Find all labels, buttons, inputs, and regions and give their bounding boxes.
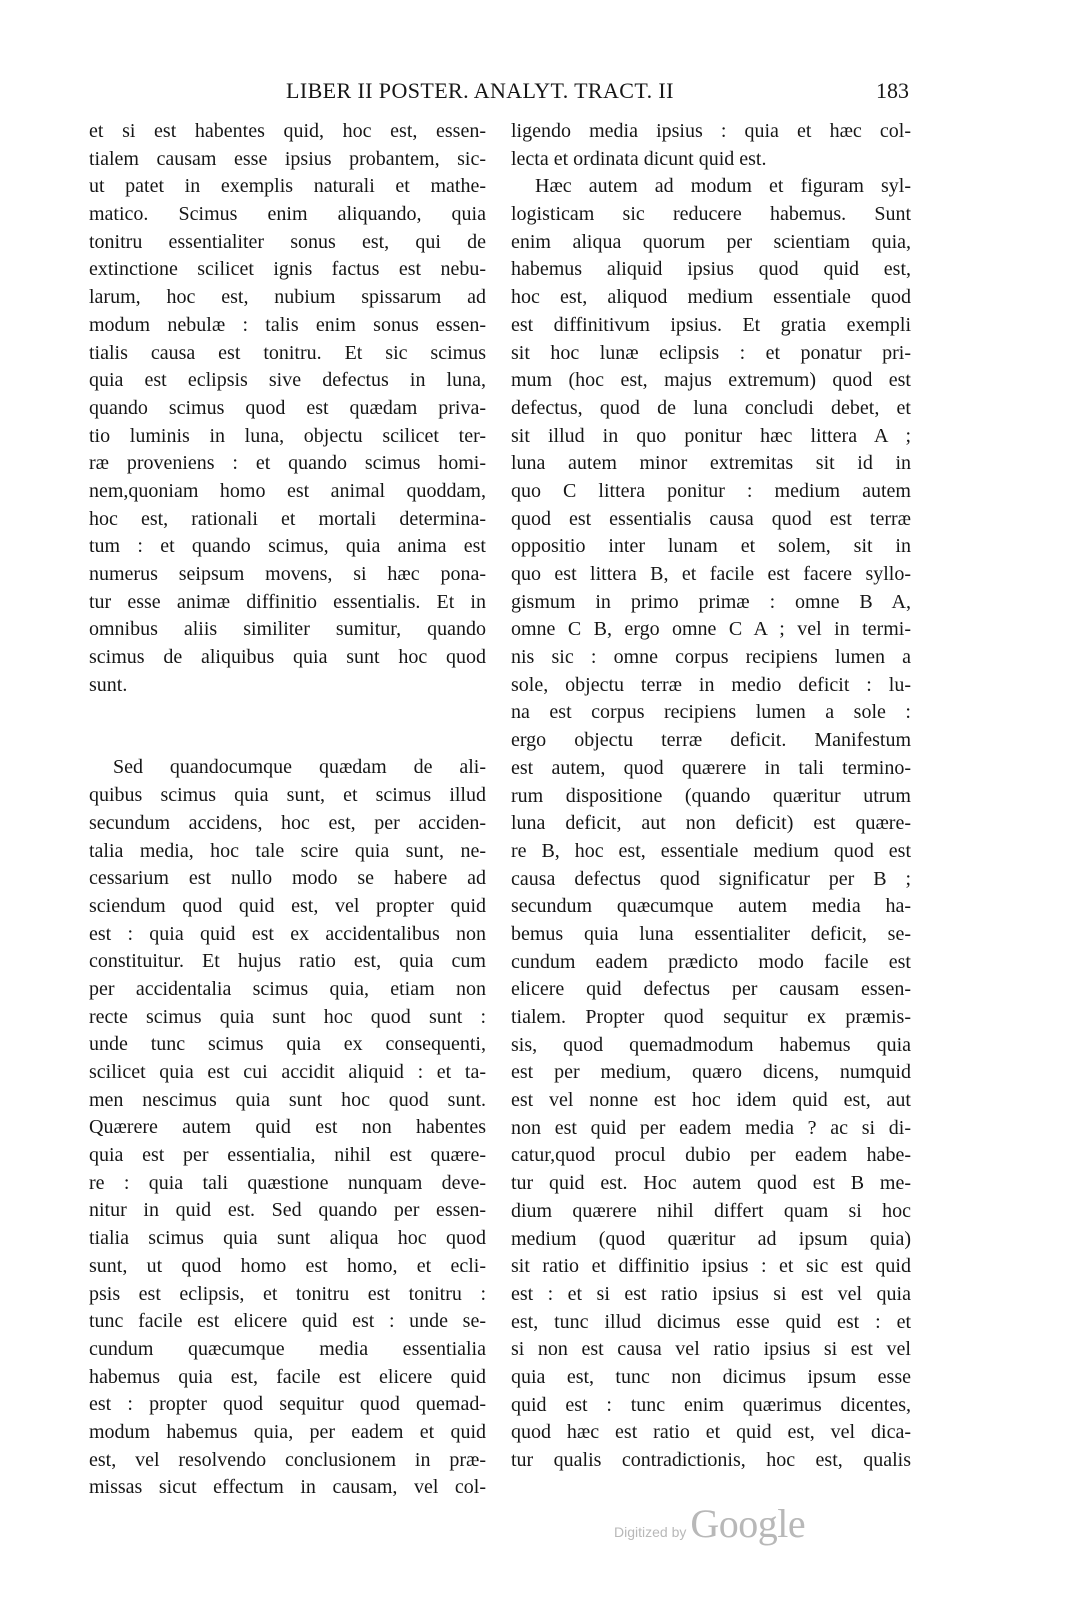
text-line: scimus de aliquibus quia sunt hoc quod — [89, 646, 486, 669]
text-line: catur,quod procul dubio per eadem habe- — [511, 1144, 911, 1167]
text-line: na est corpus recipiens lumen a sole : — [511, 701, 911, 724]
right-paragraph-2 — [511, 173, 911, 1474]
left-column — [89, 118, 486, 1502]
text-line: secundum quæcumque autem media ha- — [511, 895, 911, 918]
text-line: logisticam sic reducere habemus. Sunt — [511, 203, 911, 226]
text-line: missas sicut effectum in causam, vel col- — [89, 1476, 486, 1499]
text-line: ræ proveniens : et quando scimus homi- — [89, 452, 486, 475]
text-line: larum, hoc est, nubium spissarum ad — [89, 286, 486, 309]
text-line: tialia scimus quia sunt aliqua hoc quod — [89, 1227, 486, 1250]
text-line: est per medium, quæro dicens, numquid — [511, 1061, 911, 1084]
text-line: scilicet quia est cui accidit aliquid : et ta- — [89, 1061, 486, 1083]
text-line: tialis causa est tonitru. Et sic scimus — [89, 341, 486, 364]
text-line: per accidentalia scimus quia, etiam non — [89, 977, 486, 1000]
text-line: sole, objectu terræ in medio deficit : lu- — [511, 673, 911, 696]
text-line: sis, quod quemadmodum habemus quia — [511, 1033, 911, 1056]
text-line: modum habemus quia, per eadem et quid — [89, 1420, 486, 1443]
text-line: rum dispositione (quando quæritur utrum — [511, 784, 911, 807]
text-line: ergo objectu terræ deficit. Manifestum — [511, 729, 911, 752]
text-line: tialem causam esse ipsius probantem, sic- — [89, 147, 486, 170]
text-line: est vel nonne est hoc idem quid est, aut — [511, 1089, 911, 1112]
text-line: quia est per essentialia, nihil est quære- — [89, 1144, 486, 1167]
text-line: est : quia quid est ex accidentalibus non — [89, 922, 486, 945]
text-line: psis est eclipsis, et tonitru est tonitru : — [89, 1282, 486, 1305]
text-line: sit illud in quo ponitur hæc littera A ; — [511, 424, 911, 447]
text-line: re B, hoc est, essentiale medium quod est — [511, 839, 911, 862]
text-line: men nescimus quia sunt hoc quod sunt. — [89, 1088, 486, 1111]
text-line: lecta et ordinata dicunt quid est. — [511, 147, 767, 170]
text-line: est diffinitivum ipsius. Et gratia exempli — [511, 313, 911, 336]
text-line: tur qualis contradictionis, hoc est, qualis — [511, 1449, 911, 1471]
text-line: numerus seipsum movens, si hæc pona- — [89, 563, 486, 585]
text-line: habemus aliquid ipsius quod quid est, — [511, 258, 911, 281]
text-line: causa defectus quod significatur per B ; — [511, 867, 911, 890]
text-line: est, vel resolvendo conclusionem in præ- — [89, 1448, 486, 1471]
text-line: cessarium est nullo modo se habere ad — [89, 867, 486, 890]
text-line: quia est, tunc non dicimus ipsum esse — [511, 1365, 911, 1388]
text-line: tur esse animæ diffinitio essentialis. Et in — [89, 590, 486, 613]
text-line: sunt. — [89, 673, 128, 696]
text-line: talia media, hoc tale scire quia sunt, ne- — [89, 839, 486, 862]
text-line: medium (quod quæritur ad ipsum quia) — [511, 1227, 911, 1250]
text-line: est : et si est ratio ipsius si est vel quia — [511, 1282, 911, 1305]
text-line: omnibus aliis similiter sumitur, quando — [89, 618, 486, 641]
digitized-by-google-watermark — [614, 1500, 805, 1547]
text-line: tialem. Propter quod sequitur ex præmis- — [511, 1006, 911, 1028]
text-line: constituitur. Et hujus ratio est, quia cum — [89, 950, 486, 973]
text-line: modum nebulæ : talis enim sonus essen- — [89, 313, 486, 336]
text-line: quod est essentialis causa quod est terræ — [511, 507, 911, 530]
text-line: defectus, quod de luna concludi debet, et — [511, 396, 911, 419]
text-line: cundum quæcumque media essentialia — [89, 1337, 486, 1360]
text-line: luna deficit, aut non deficit) est quære- — [511, 812, 911, 835]
text-line: quia est eclipsis sive defectus in luna, — [89, 369, 486, 392]
text-line: mum (hoc est, majus extremum) quod est — [511, 369, 911, 392]
text-line: tio luminis in luna, objectu scilicet ter- — [89, 424, 486, 447]
text-line: sunt, ut quod homo est homo, et ecli- — [89, 1254, 486, 1277]
text-line: cundum eadem prædicto modo facile est — [511, 950, 911, 973]
text-line: omne C B, ergo omne C A ; vel in termi- — [511, 618, 911, 641]
text-line: recte scimus quia sunt hoc quod sunt : — [89, 1005, 486, 1028]
text-line: quod hæc est ratio et quid est, vel dica- — [511, 1421, 911, 1444]
page-number: 183 — [876, 78, 909, 103]
right-column — [511, 118, 911, 1475]
text-line: nitur in quid est. Sed quando per essen- — [89, 1199, 486, 1222]
text-line: bemus quia luna essentialiter deficit, se- — [511, 922, 911, 945]
text-line: unde tunc scimus quia ex consequenti, — [89, 1033, 486, 1056]
text-line: non est quid per eadem media ? ac si di- — [511, 1116, 911, 1139]
text-line: si non est causa vel ratio ipsius si est vel — [511, 1338, 911, 1361]
text-line: dium quærere nihil differt quam si hoc — [511, 1199, 911, 1222]
running-head: LIBER II POSTER. ANALYT. TRACT. II — [286, 78, 674, 103]
text-line: Sed quandocumque quædam de ali- — [113, 756, 486, 779]
text-line: Hæc autem ad modum et figuram syl- — [535, 175, 911, 198]
text-line: hoc est, aliquod medium essentiale quod — [511, 286, 911, 309]
right-paragraph-1 — [511, 118, 911, 173]
left-paragraph-2 — [89, 754, 486, 1502]
text-line: luna autem minor extremitas sit id in — [511, 452, 911, 475]
text-line: elicere quid defectus per causam essen- — [511, 978, 911, 1001]
left-paragraph-1 — [89, 118, 486, 699]
text-line: sciendum quod quid est, vel propter quid — [89, 894, 486, 917]
text-line: ligendo media ipsius : quia et hæc col- — [511, 120, 911, 142]
text-line: nis sic : omne corpus recipiens lumen a — [511, 646, 911, 669]
text-line: tonitru essentialiter sonus est, qui de — [89, 230, 486, 253]
google-logo: Google — [690, 1501, 806, 1546]
text-line: tunc facile est elicere quid est : unde se- — [89, 1310, 486, 1333]
text-line: et si est habentes quid, hoc est, essen- — [89, 120, 486, 142]
text-line: tum : et quando scimus, quia anima est — [89, 535, 486, 558]
text-line: extinctione scilicet ignis factus est nebu- — [89, 258, 486, 281]
text-line: quid est : tunc enim quærimus dicentes, — [511, 1393, 911, 1416]
text-line: est : propter quod sequitur quod quemad- — [89, 1393, 486, 1416]
text-line: secundum accidens, hoc est, per acciden- — [89, 811, 486, 834]
text-line: est, tunc illud dicimus esse quid est : et — [511, 1310, 911, 1333]
text-line: quando scimus quod est quædam priva- — [89, 396, 486, 419]
text-line: habemus quia est, facile est elicere quid — [89, 1365, 486, 1388]
digitized-label: Digitized by — [614, 1524, 687, 1540]
text-line: sit hoc lunæ eclipsis : et ponatur pri- — [511, 341, 911, 364]
text-line: oppositio inter lunam et solem, sit in — [511, 535, 911, 558]
text-line: quo est littera B, et facile est facere syllo- — [511, 563, 911, 585]
text-line: quo C littera ponitur : medium autem — [511, 479, 911, 502]
text-line: sit ratio et diffinitio ipsius : et sic est quid — [511, 1255, 911, 1278]
text-line: quibus scimus quia sunt, et scimus illud — [89, 784, 486, 807]
text-line: matico. Scimus enim aliquando, quia — [89, 203, 486, 226]
text-line: enim aliqua quorum per scientiam quia, — [511, 230, 911, 253]
paragraph-gap — [89, 699, 486, 754]
text-line: nem,quoniam homo est animal quoddam, — [89, 479, 486, 502]
text-line: gismum in primo primæ : omne B A, — [511, 590, 911, 613]
text-line: hoc est, rationali et mortali determina- — [89, 507, 486, 530]
text-line: Quærere autem quid est non habentes — [89, 1116, 486, 1139]
text-line: re : quia tali quæstione nunquam deve- — [89, 1171, 486, 1194]
text-line: tur quid est. Hoc autem quod est B me- — [511, 1172, 911, 1195]
text-line: est autem, quod quærere in tali termino- — [511, 756, 911, 779]
text-line: ut patet in exemplis naturali et mathe- — [89, 175, 486, 198]
